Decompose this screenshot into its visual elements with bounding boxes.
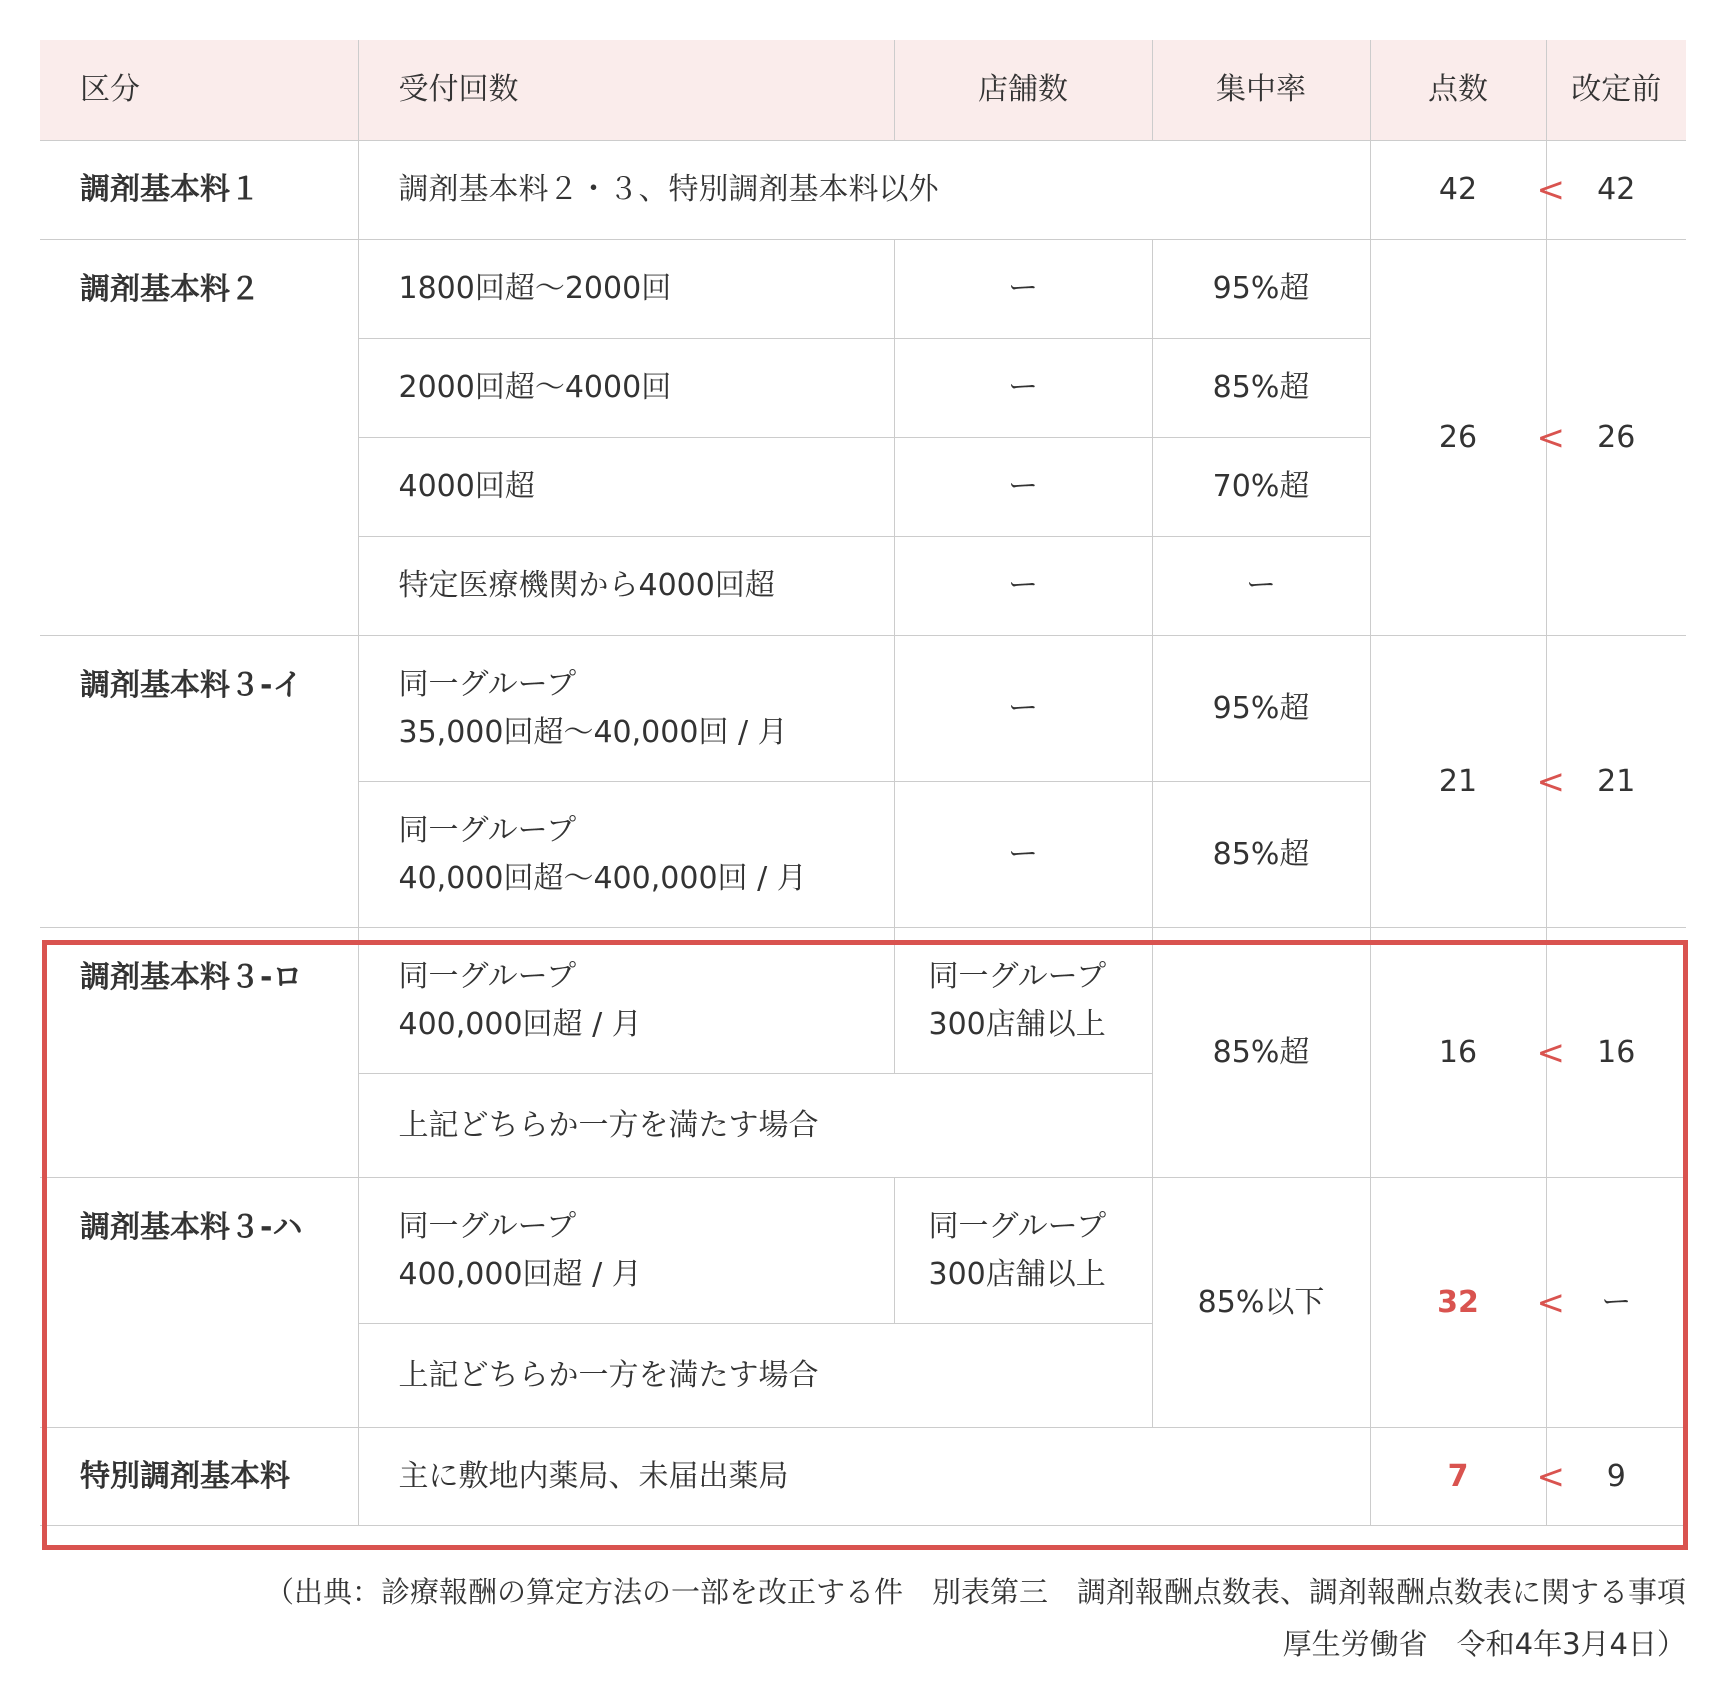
reception-count-cell: 調剤基本料２・３、特別調剤基本料以外: [358, 141, 1370, 240]
chevron-left-icon: <: [1536, 417, 1565, 458]
before-revision-cell: [1536, 240, 1686, 636]
category-cell: 特別調剤基本料: [40, 1428, 358, 1526]
concentration-rate-cell: 70%超: [1152, 438, 1370, 537]
concentration-rate-cell: 95%超: [1152, 636, 1370, 782]
points-cell: 32: [1370, 1178, 1546, 1428]
table-row: [40, 1428, 1686, 1526]
either-condition-cell: 上記どちらか一方を満たす場合: [358, 1074, 1152, 1178]
store-count-cell: ー: [894, 782, 1152, 928]
chevron-left-icon: <: [1536, 761, 1565, 802]
concentration-rate-cell: 85%以下: [1152, 1178, 1370, 1428]
concentration-rate-cell: 95%超: [1152, 240, 1370, 339]
before-value: 42: [1597, 172, 1636, 207]
reception-count-cell: [358, 636, 894, 782]
chevron-left-icon: <: [1536, 1032, 1565, 1073]
reception-count-cell: 1800回超〜2000回: [358, 240, 894, 339]
reception-count-cell: [358, 782, 894, 928]
header-store-count: 店舗数: [894, 40, 1152, 141]
store-count-cell: ー: [894, 339, 1152, 438]
source-line-1: （出典：診療報酬の算定方法の一部を改正する件 別表第三 調剤報酬点数表、調剤報酬点数表に関する事項: [264, 1575, 1686, 1609]
category-cell: 調剤基本料２: [40, 240, 358, 636]
reception-count-cell: 特定医療機関から4000回超: [358, 537, 894, 636]
either-condition-cell: 上記どちらか一方を満たす場合: [358, 1324, 1152, 1428]
category-cell: 調剤基本料３-ロ: [40, 928, 358, 1178]
count-line-1: 同一グループ: [398, 666, 577, 702]
category-cell: 調剤基本料３-イ: [40, 636, 358, 928]
before-revision-cell: [1536, 1428, 1686, 1526]
concentration-rate-cell: ー: [1152, 537, 1370, 636]
source-line-2: 厚生労働省 令和4年3月4日）: [1282, 1627, 1686, 1661]
points-cell: 21: [1370, 636, 1546, 928]
table-row: [40, 636, 1686, 782]
category-cell: 調剤基本料１: [40, 141, 358, 240]
concentration-rate-cell: 85%超: [1152, 928, 1370, 1178]
before-revision-cell: [1536, 141, 1686, 240]
store-count-cell: [894, 1178, 1152, 1324]
table-row: [40, 1178, 1686, 1324]
table-row: [40, 141, 1686, 240]
count-line-1: 同一グループ: [398, 958, 577, 994]
header-category: 区分: [40, 40, 358, 141]
before-revision-cell: [1536, 1178, 1686, 1428]
table-row: [40, 240, 1686, 339]
store-count-cell: [894, 928, 1152, 1074]
store-count-cell: ー: [894, 240, 1152, 339]
stores-line-2: 300店舗以上: [928, 1006, 1106, 1042]
reception-count-cell: 4000回超: [358, 438, 894, 537]
before-value: 21: [1597, 763, 1636, 799]
header-reception-count: 受付回数: [358, 40, 894, 141]
reception-count-cell: 主に敷地内薬局、未届出薬局: [358, 1428, 1370, 1526]
store-count-cell: ー: [894, 636, 1152, 782]
concentration-rate-cell: 85%超: [1152, 339, 1370, 438]
chevron-left-icon: <: [1536, 1282, 1565, 1323]
header-before-revision: 改定前: [1546, 40, 1686, 141]
reception-count-cell: [358, 1178, 894, 1324]
source-note: [265, 1566, 1686, 1670]
points-cell: 26: [1370, 240, 1546, 636]
stores-line-2: 300店舗以上: [928, 1256, 1106, 1292]
stores-line-1: 同一グループ: [928, 1208, 1107, 1244]
fee-table-wrapper: [40, 40, 1686, 1526]
before-value: 26: [1597, 419, 1636, 455]
count-line-2: 400,000回超 / 月: [398, 1256, 642, 1292]
reception-count-cell: [358, 928, 894, 1074]
dispensing-fee-table: [40, 40, 1686, 1526]
store-count-cell: ー: [894, 438, 1152, 537]
store-count-cell: ー: [894, 537, 1152, 636]
before-value: 16: [1597, 1034, 1636, 1070]
category-cell: 調剤基本料３-ハ: [40, 1178, 358, 1428]
count-line-2: 35,000回超〜40,000回 / 月: [398, 714, 788, 750]
before-value: 9: [1606, 1458, 1626, 1494]
count-line-1: 同一グループ: [398, 812, 577, 848]
points-cell: 7: [1370, 1428, 1546, 1526]
header-points: 点数: [1370, 40, 1546, 141]
header-concentration-rate: 集中率: [1152, 40, 1370, 141]
chevron-left-icon: <: [1536, 170, 1565, 210]
points-cell: 16: [1370, 928, 1546, 1178]
chevron-left-icon: <: [1536, 1456, 1565, 1497]
table-row: [40, 928, 1686, 1074]
reception-count-cell: 2000回超〜4000回: [358, 339, 894, 438]
count-line-1: 同一グループ: [398, 1208, 577, 1244]
concentration-rate-cell: 85%超: [1152, 782, 1370, 928]
stores-line-1: 同一グループ: [928, 958, 1107, 994]
points-cell: 42: [1370, 141, 1546, 240]
count-line-2: 40,000回超〜400,000回 / 月: [398, 860, 807, 896]
before-revision-cell: [1536, 636, 1686, 928]
before-value: ー: [1601, 1284, 1632, 1320]
table-header-row: [40, 40, 1686, 141]
before-revision-cell: [1536, 928, 1686, 1178]
count-line-2: 400,000回超 / 月: [398, 1006, 642, 1042]
